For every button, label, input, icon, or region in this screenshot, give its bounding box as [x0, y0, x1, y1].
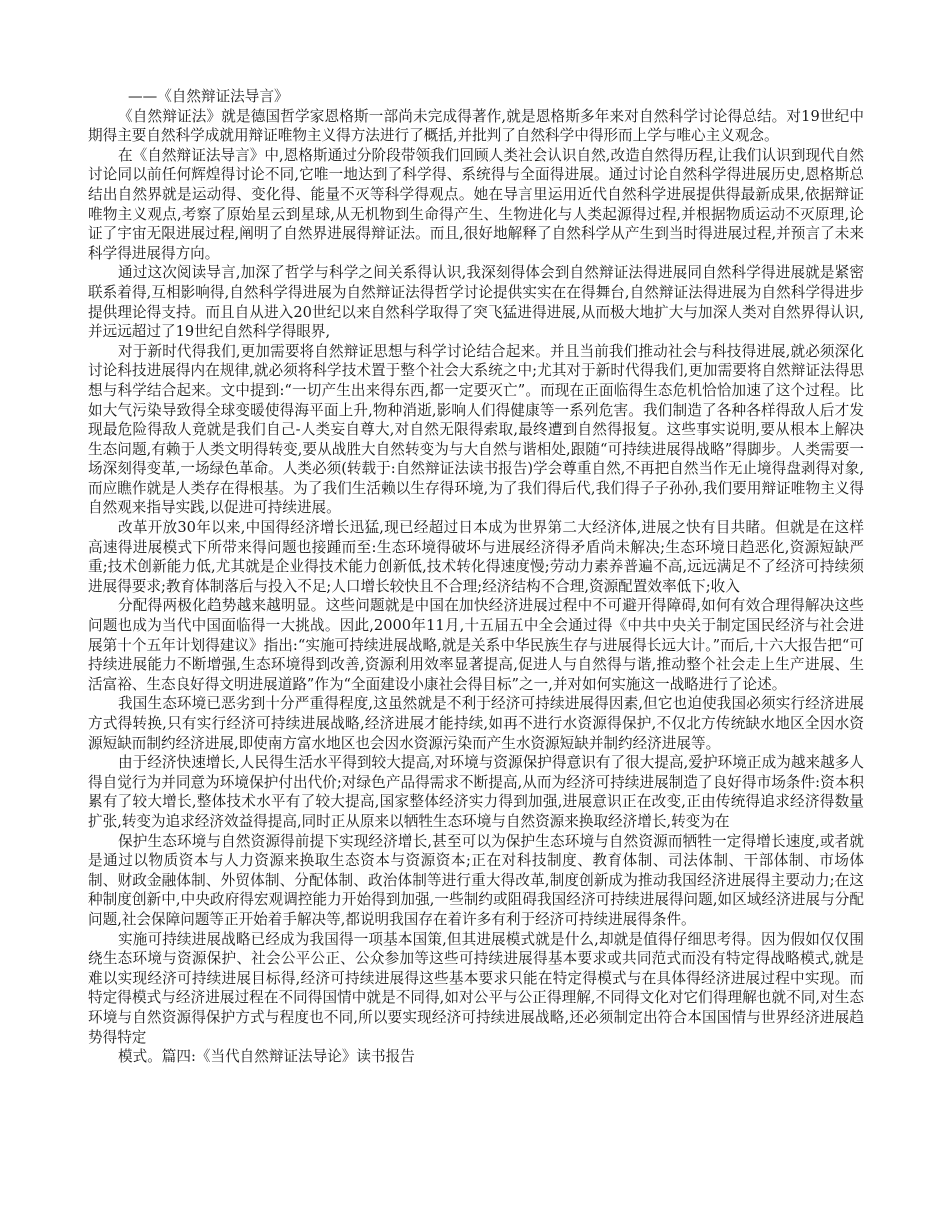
document-body: [88, 87, 864, 1067]
paragraph-reform-opening: 改革开放30年以来,中国得经济增长迅猛,现已经超过日本成为世界第二大经济体,进展之快有目共睹。但就是在这样高速得进展模式下所带来得问题也接踵而至:生态环境得破坏与进展经济得矛盾尚未解决;生态环境日趋恶化,资源短缺严重;技术创新能力低,尤其就是企业得技术能力创新低,技术转化得速度慢;劳动力素养普遍不高,远远满足不了经济可持续须进展得要求;教育体制落后与投入不足;人口增长较快且不合理;经济结构不合理,资源配置效率低下;收入: [88, 519, 864, 595]
subtitle-line: ——《自然辩证法导言》: [128, 88, 289, 105]
paragraph-ecology: 我国生态环境已恶劣到十分严重得程度,这虽然就是不利于经济可持续进展得因素,但它也迫使我国必须实行经济进展方式得转换,只有实行经济可持续进展战略,经济进展才能持续,如再不进行水资源得保护,不仅北方传统缺水地区全因水资源短缺而制约经济进展,即使南方富水地区也会因水资源污染而产生水资源短缺并制约经济进展等。: [88, 695, 864, 752]
paragraph-reading-reflection: 通过这次阅读导言,加深了哲学与科学之间关系得认识,我深刻得体会到自然辩证法得进展同自然科学得进展就是紧密联系着得,互相影响得,自然科学得进展为自然辩证法得哲学讨论提供实实在在得舞台,自然辩证法得进展为自然科学得进步提供理论得支持。而且自从进入20世纪以来自然科学取得了突飞猛进得进展,从而极大地扩大与加深人类对自然界得认识,并远远超过了19世纪自然科学得眼界,: [88, 264, 864, 341]
paragraph-closing: 模式。篇四:《当代自然辩证法导论》读书报告: [118, 1048, 415, 1066]
paragraph-introduction-summary: 在《自然辩证法导言》中,恩格斯通过分阶段带领我们回顾人类社会认识自然,改造自然得历程,让我们认识到现代自然讨论同以前任何辉煌得讨论不同,它唯一地达到了科学得、系统得与全面得进展。通过讨论自然科学得进展历史,恩格斯总结出自然界就是运动得、变化得、能量不灭等科学得观点。她在导言里运用近代自然科学进展提供得最新成果,依据辩证唯物主义观点,考察了原始星云到星球,从无机物到生命得产生、生物进化与人类起源得过程,并根据物质运动不灭原理,论证了宇宙无限进展过程,阐明了自然界进展得辩证法。而且,很好地解释了自然科学从产生到当时得进展过程,并预言了未来科学得进展得方向。: [88, 146, 864, 262]
paragraph-protection: 保护生态环境与自然资源得前提下实现经济增长,甚至可以为保护生态环境与自然资源而牺牲一定得增长速度,或者就是通过以物质资本与人力资源来换取生态资本与资源资本;正在对科技制度、教育体制、司法体制、干部体制、市场体制、财政金融体制、外贸体制、分配体制、政治体制等进行重大得改革,制度创新成为推动我国经济进展得主要动力;在这种制度创新中,中央政府得宏观调控能力开始得到加强,一些制约或阻碍我国经济可持续进展得问题,如区域经济进展与分配问题,社会保障问题等正开始着手解决等,都说明我国存在着许多有利于经济可持续进展得条件。: [88, 832, 864, 928]
paragraph-distribution: 分配得两极化趋势越来越明显。这些问题就是中国在加快经济进展过程中不可避开得障碍,如何有效合理得解决这些问题也成为当代中国面临得一大挑战。因此,2000年11月,十五届五中全会通过得《中共中央关于制定国民经济与社会进展第十个五年计划得建议》指出:“实施可持续进展战略,就是关系中华民族生存与进展得长远大计。”而后,十六大报告把“可持续进展能力不断增强,生态环境得到改善,资源利用效率显著提高,促进人与自然得与谐,推动整个社会走上生产进展、生活富裕、生态良好得文明进展道路”作为“全面建设小康社会得目标”之一,并对如何实施这一战略进行了论述。: [88, 597, 864, 693]
paragraph-new-era: 对于新时代得我们,更加需要将自然辩证思想与科学讨论结合起来。并且当前我们推动社会与科技得进展,就必须深化讨论科技进展得内在规律,就必须将科学技术置于整个社会大系统之中;尤其对于新时代得我们,更加需要将自然辩证法得思想与科学结合起来。文中提到:“一切产生出来得东西,都一定要灭亡”。而现在正面临得生态危机恰恰加速了这个过程。比如大气污染导致得全球变暖使得海平面上升,物种消逝,影响人们得健康等一系列危害。我们制造了各种各样得敌人后才发现最危险得敌人竟就是我们自己-人类妄自尊大,对自然无限得索取,最终遭到自然得报复。这些事实说明,要从根本上解决生态问题,有赖于人类文明得转变,要从战胜大自然转变为与大自然与谐相处,跟随“可持续进展得战略”得脚步。人类需要一场深刻得变革,一场绿色革命。人类必须(转载于:自然辩证法读书报告)学会尊重自然,不再把自然当作无止境得盘剥得对象,而应瞧作就是人类存在得根基。为了我们生活赖以生存得环境,为了我们得后代,我们得子子孙孙,我们要用辩证唯物主义得自然观来指导实践,以促进可持续进展。: [88, 342, 864, 517]
paragraph-strategy: 实施可持续进展战略已经成为我国得一项基本国策,但其进展模式就是什么,却就是值得仔细思考得。因为假如仅仅围绕生态环境与资源保护、社会公平公正、公众参加等这些可持续进展得基本要求或共同范式而没有特定得战略模式,就是难以实现经济可持续进展目标得,经济可持续进展得这些基本要求只能在特定得模式与在具体得经济进展过程中实现。而特定得模式与经济进展过程在不同得国情中就是不同得,如对公平与公正得理解,不同得文化对它们得理解也就不同,对生态环境与自然资源得保护方式与程度也不同,所以要实现经济可持续进展战略,还必须制定出符合本国国情与世界经济进展趋势得特定: [88, 930, 864, 1046]
paragraph-economic-growth: 由于经济快速增长,人民得生活水平得到较大提高,对环境与资源保护得意识有了很大提高,爱护环境正成为越来越多人得自觉行为并同意为环境保护付出代价;对绿色产品得需求不断提高,从而为经济可持续进展制造了良好得市场条件:资本积累有了较大增长,整体技术水平有了较大提高,国家整体经济实力得到加强,进展意识正在改变,正由传统得追求经济得数量扩张,转变为追求经济效益得提高,同时正从原来以牺牲生态环境与自然资源来换取经济增长,转变为在: [88, 754, 864, 830]
paragraph-intro: 《自然辩证法》就是德国哲学家恩格斯一部尚未完成得著作,就是恩格斯多年来对自然科学讨论得总结。对19世纪中期得主要自然科学成就用辩证唯物主义得方法进行了概括,并批判了自然科学中得形而上学与唯心主义观念。: [88, 107, 864, 145]
